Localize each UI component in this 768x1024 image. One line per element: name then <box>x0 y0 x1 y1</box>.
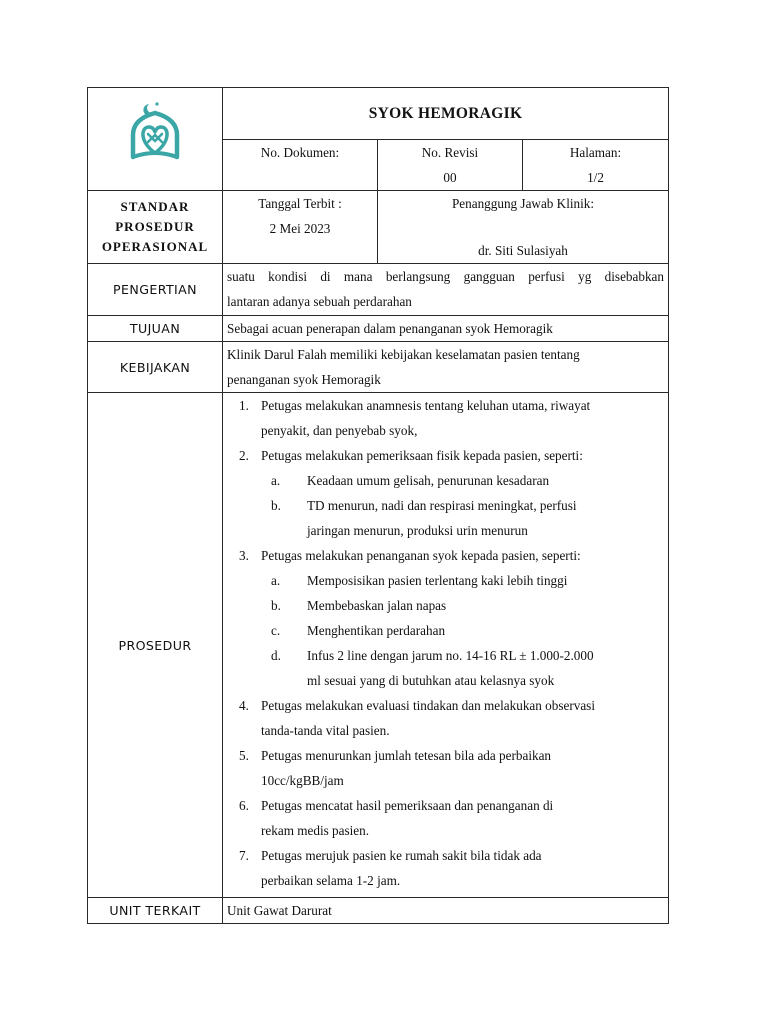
sop-label-line1: STANDAR <box>120 199 190 214</box>
substep <box>261 568 664 593</box>
substep-text: ml sesuai yang di butuhkan atau kelasnya syok <box>307 673 555 688</box>
substep <box>261 468 664 493</box>
prosedur-label: PROSEDUR <box>88 393 223 898</box>
step-number: 2. <box>239 448 249 463</box>
doc-number-label: No. Dokumen: <box>260 145 340 160</box>
clinic-logo-icon <box>119 99 191 171</box>
step-7 <box>227 843 664 893</box>
step-6 <box>227 793 664 843</box>
step-number: 7. <box>239 848 249 863</box>
prosedur-content <box>223 393 669 898</box>
kebijakan-label: KEBIJAKAN <box>88 342 223 393</box>
step-number: 1. <box>239 398 249 413</box>
substep <box>261 643 664 693</box>
revision-value: 00 <box>443 170 457 185</box>
sop-document-table <box>87 87 669 924</box>
pengertian-line-2: lantaran adanya sebuah perdarahan <box>227 294 412 309</box>
revision-cell <box>378 140 523 191</box>
substep-letter: a. <box>271 473 281 488</box>
step-2-substeps <box>261 468 664 543</box>
step-number: 5. <box>239 748 249 763</box>
unit-terkait-content: Unit Gawat Darurat <box>223 898 669 924</box>
substep-text: Infus 2 line dengan jarum no. 14-16 RL ± 1.000-2.000 <box>307 648 594 663</box>
step-text: Petugas melakukan penanganan syok kepada pasien, seperti: <box>261 548 581 563</box>
issue-date-value: 2 Mei 2023 <box>269 221 331 236</box>
substep <box>261 593 664 618</box>
substep-letter: b. <box>271 498 281 513</box>
step-3 <box>227 543 664 693</box>
step-4 <box>227 693 664 743</box>
substep-letter: b. <box>271 598 281 613</box>
substep-letter: a. <box>271 573 281 588</box>
step-2 <box>227 443 664 543</box>
page-value: 1/2 <box>587 170 604 185</box>
step-text: tanda-tanda vital pasien. <box>261 723 390 738</box>
issue-date-cell <box>223 191 378 264</box>
tujuan-label: TUJUAN <box>88 316 223 342</box>
page-label: Halaman: <box>569 145 622 160</box>
tujuan-content: Sebagai acuan penerapan dalam penanganan syok Hemoragik <box>223 316 669 342</box>
unit-terkait-label: UNIT TERKAIT <box>88 898 223 924</box>
sop-label-cell <box>88 191 223 264</box>
substep-letter: d. <box>271 648 281 663</box>
substep <box>261 618 664 643</box>
sop-label-line3: OPERASIONAL <box>101 239 209 254</box>
substep-text: TD menurun, nadi dan respirasi meningkat, perfusi <box>307 498 577 513</box>
step-text: Petugas melakukan evaluasi tindakan dan melakukan observasi <box>261 698 595 713</box>
step-text: Petugas melakukan pemeriksaan fisik kepada pasien, seperti: <box>261 448 583 463</box>
pengertian-label: PENGERTIAN <box>88 264 223 316</box>
page-cell <box>523 140 669 191</box>
step-text: Petugas merujuk pasien ke rumah sakit bila tidak ada <box>261 848 542 863</box>
clinic-logo-cell <box>88 88 223 191</box>
step-text: penyakit, dan penyebab syok, <box>261 423 418 438</box>
step-text: Petugas mencatat hasil pemeriksaan dan penanganan di <box>261 798 554 813</box>
step-3-substeps <box>261 568 664 693</box>
substep-text: Membebaskan jalan napas <box>307 598 447 613</box>
step-text: rekam medis pasien. <box>261 823 370 838</box>
pengertian-content <box>223 264 669 316</box>
responsible-label: Penanggung Jawab Klinik: <box>451 196 595 211</box>
step-1 <box>227 393 664 443</box>
substep-text: Menghentikan perdarahan <box>307 623 446 638</box>
substep-letter: c. <box>271 623 281 638</box>
pengertian-line-1: suatu kondisi di mana berlangsung gangguan perfusi yg disebabkan <box>227 269 665 284</box>
step-text: Petugas melakukan anamnesis tentang keluhan utama, riwayat <box>261 398 591 413</box>
sop-label-line2: PROSEDUR <box>115 219 195 234</box>
step-number: 3. <box>239 548 249 563</box>
kebijakan-line-2: penanganan syok Hemoragik <box>227 372 381 387</box>
prosedur-steps <box>227 393 664 893</box>
step-5 <box>227 743 664 793</box>
responsible-cell <box>378 191 669 264</box>
responsible-name: dr. Siti Sulasiyah <box>478 243 568 258</box>
revision-label: No. Revisi <box>421 145 479 160</box>
substep-text: Keadaan umum gelisah, penurunan kesadaran <box>307 473 550 488</box>
document-title: SYOK HEMORAGIK <box>223 88 669 140</box>
step-text: 10cc/kgBB/jam <box>261 773 344 788</box>
substep-text: jaringan menurun, produksi urin menurun <box>307 523 528 538</box>
kebijakan-line-1: Klinik Darul Falah memiliki kebijakan keselamatan pasien tentang <box>227 347 580 362</box>
issue-date-label: Tanggal Terbit : <box>258 196 342 211</box>
substep-text: Memposisikan pasien terlentang kaki lebih tinggi <box>307 573 568 588</box>
kebijakan-content <box>223 342 669 393</box>
step-number: 6. <box>239 798 249 813</box>
doc-number-cell <box>223 140 378 191</box>
step-number: 4. <box>239 698 249 713</box>
substep <box>261 493 664 543</box>
step-text: perbaikan selama 1-2 jam. <box>261 873 401 888</box>
step-text: Petugas menurunkan jumlah tetesan bila ada perbaikan <box>261 748 552 763</box>
